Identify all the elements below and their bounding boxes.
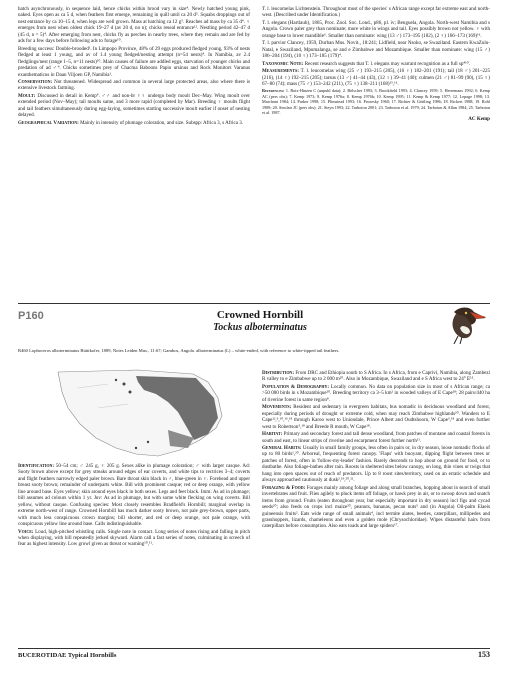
section-text: Loud, high-pitched whistling calls. Single note in contact. Long series of notes rising and falling in pitch when displaying, with bill repeatedly jerked skyward. Alarm call a fast series of notes, culminating in screech of fear as highest intensity. Low growl given as threat or warning¹⁰,¹¹. xyxy=(18,528,250,548)
section-text: Mainly in intensity of plumage coloration, and size. Subspp: Africa 3, s Africa 3. xyxy=(80,119,244,126)
left-column-top xyxy=(18,6,250,127)
author-credit: AC Kemp xyxy=(468,116,490,123)
section-taxonomic-note xyxy=(262,61,490,67)
section-text: 1. Boix-Hinzen C (unpubl data); 2. Bölscher 1993; 3. Brookfield 1993; 4. Clancey 1959; 5. Herremans 1992; 6. Kemp AC (pers obs); 7. Kemp 1973; 8. Kemp 1976a; 8. Kemp 1976b; 10. Kemp 1995; 11. Kemp & Kemp 1977; 12. Lepage 1998; 13. Marchant 1984; 14. Parker 1998; 15. Plimstead 1993; 16. Prozesky 1960; 17. Richter & Göttling 1986; 18. Rickert 1988; 19. Rohl 1989; 20. Sinclair JC (pers obs); 21. Steyn 1993; 22. Tarboton 2001; 23. Tarboton et al. 1979; 24. Tarboton & Allan 1984; 25. Tarboton et al. 1987. xyxy=(262,88,490,116)
section-divider xyxy=(18,303,490,304)
species-common-name: Crowned Hornbill xyxy=(216,309,304,321)
section-heading: References: xyxy=(262,88,285,94)
section-text: Locally common. No data on population size in most of s African range; ca >50 000 birds in s Mozambique¹⁰. Breeding territory ca 3–5 km² in wooded valleys of E Cape¹⁸; 28 pairs/440 ha of riverine forest in same region⁸. xyxy=(262,383,491,403)
section-heading: General Habits: xyxy=(262,444,302,451)
section-text: Discussed in detail in Kemp⁴. ♂♂ and non-br ♀♀ undergo body moult Dec–May. Wing moult over extended period (Nov–May); tail moults same, and 3 more rapid (completed by Mar). Breeding ♀ moults flight and tail feathers simultaneously during egg-laying, sometimes starting successive moult earlier if onset of nesting delayed. xyxy=(18,92,250,119)
right-column-top xyxy=(262,6,490,124)
page-footer xyxy=(18,650,490,662)
section-population xyxy=(262,384,490,403)
paragraph: Breeding success: Double-brooded¹. In Limpopo Province, 48% of 29 eggs produced fledged young, 93% of nests fledged at least 1 young, and av of 1.4 young fledged/nesting attempt (n=54 nests)⁴. In Namibia, av 2.4 fledglings/nest (range 1–5, n=11 nests)¹⁰. Main causes of failure are addled eggs, starvation of younger chicks and predation of ad ♂⁴. Chicks sometimes prey of Chacma Baboons Papio ursinus and Rock Monitors Varanus exanthematicus in Daan Viljoen GP, Namibia¹. xyxy=(18,45,250,78)
section-heading: Voice: xyxy=(18,528,34,535)
section-heading: Foraging & Food: xyxy=(262,484,306,491)
section-text: Resident and sedentary in evergreen habitats, bus nomadic in deciduous woodland and forest, especially during periods of drought or extreme cold, when may reach Zimbabwe highlands²⁰. Wanders to E Cape¹²,⁶,¹⁰,¹⁶,¹⁸ through Karoo west to Uniondale, Prince Albert and Oudtshoorn, W Cape⁵,¹⁸ and even further west to Robertson⁵,¹⁸ and Breede R mouth, W Cape¹⁸. xyxy=(262,404,490,430)
section-heading: Conservation: xyxy=(18,78,53,85)
section-text: Recent research suggests that T. l. elegans may warrant recognition as a full sp⁴¹⁰. xyxy=(304,60,470,67)
section-heading: Geographical Variation: xyxy=(18,119,79,126)
section-text: Not threatened. Widespread and common in several large protected areas, also where there is extensive livestock farming. xyxy=(18,78,251,92)
left-column-bottom xyxy=(18,463,250,549)
hornbill-illustration xyxy=(446,304,488,344)
section-foraging xyxy=(262,485,490,530)
species-scientific-name: Tockus alboterminatus xyxy=(213,322,307,333)
section-text: Primary and secondary forest and tall dense woodland, from patches of montane and coastal forests in south and east, to linear strips of riverine and escarpment forest further north¹¹. xyxy=(262,431,490,444)
section-references xyxy=(262,88,490,115)
section-heading: Distribution: xyxy=(262,370,295,376)
right-column-bottom xyxy=(262,370,490,531)
section-text: From DRC and Ethiopia south to S Africa. In s Africa, from e Caprivi, Namibia, along Zambezi R valley to e Zimbabwe up to 2 000 m²⁰. Also in Mozambique, Swaziland and e S Africa west to 24° E¹⁵. xyxy=(262,370,490,383)
species-code: P160 xyxy=(18,310,44,322)
section-conservation xyxy=(18,79,250,92)
section-text: T. l. leucomelas wing (25 ♂) 193–215 (205), (16 ♀) 182–201 (191); tail (18 ♂) 201–225 (216), (14 ♀) 192–215 (205); tarsus (13 ♂) 41–44 (43), (12 ♀) 39–41 (40); culmen (21 ♂) 81–99 (90), (15 ♀) 67–80 (74); mass (75 ♂) 153–242 (211), (75 ♀) 138–211 (168)¹⁵,¹⁶. xyxy=(262,68,491,87)
section-heading: Population & Demography: xyxy=(262,383,330,390)
paragraph: hatch asynchronously, in sequence laid, hence chicks within brood vary in size⁴. Newly hatched young pink, naked. Eyes open as ca 5 d, when feathers first emerge, remaining in quill until ca 20 d⁵. Squabs droppings out of nest entrance by ca 10–15 d, when legs are well grown. Mass at hatching ca 12 g⁵. Reaches ad mass by ca 35 d⁴. ♀ emerges from nest when oldest chick 19–27 d (av 20 d, no n); chicks reseal entrance¹². Nestling period 42–47 d (45 d, n = 5)⁴. After emerging from nest, chicks fly as perches in nearby trees, where they remain and are fed by ads for a few days before following ads to forage¹⁰. xyxy=(18,6,250,45)
subspecies-paragraph: T. l. leucomelas Lichtenstein. Throughout most of the species' s African range except far extreme east and north-west. (Described under Identification.) xyxy=(262,6,490,19)
section-text: 50–54 cm; ♂ 245 g, ♀ 205 g. Sexes alike in plumage coloration; ♂ with larger casque. Ad: Sooty brown above except for grey streaks around edges of ear coverts, and white tips to rectrices 3–4; coverts and flight feathers narrowly edged paler brown. Bare throat skin black in ♂, blue-green in ♀. Forehead and upper breast sooty brown; remainder of underparts white. Bill with prominent casque; red or deep orange, with yellow line around base. Eyes yellow; skin around eyes black in both sexes. Legs and feet black. Imm: As ad in plumage; bill assumes ad colours within 1 yr. Juv: As ad in plumage, but with some white flecking on wing coverts. Bill yellow, without casque. Confusing species: Most closely resembles Bradfield's Hornbill; marginal overlap in extreme north-west of range. Crowned Hornbill has much darker sooty brown, not pale grey-brown, upper parts, with much less conspicuous crown margins; bill shorter, and red or deep orange, not pale orange, with conspicuous yellow line around base. Calls indistinguishable. xyxy=(18,463,251,528)
subspecies-paragraph: T. l. elegans (Hartlaub), 1865, Proc. Zool. Soc. Lond., p86, pl. iv; Benguela, Angola. North-west Namibia and s Angola. Crown paler grey than nominate; more white in wings and tail. Eyes possibly brown not yellow. ♀ with orange base to lower mandible⁶. Smaller than nominate: wing (13 ♂) 173–195 (182), (2 ♀) 166–173 (169)¹⁶. xyxy=(262,19,490,39)
section-heading: Moult: xyxy=(18,92,36,99)
section-text: Usually in small family groups, less often in pairs or, in dry season, loose nomadic flocks of up to 80 birds¹,²⁰. Arboreal, frequenting forest canopy. 'Flaps' with buoyant, dipping flight between trees or patches of forest, often in 'follow-my-leader' fashion. Rarely descends to hop about on ground for food, or to dustbathe. Also foliage-bathes after rain. Roosts in sheltered sites below canopy, on long, thin vines or twigs that hang into open spaces out of reach of predators. Up to 8 roost sites/territory, used on an erratic schedule and always approached cautiously at dusk²,¹⁹,²⁰,²¹. xyxy=(262,444,490,484)
section-heading: Taxonomic Note: xyxy=(262,60,304,67)
map-graphic xyxy=(18,368,250,460)
section-text: Forages mainly among foliage and along small branches, hopping about in search of small invertebrates and fruit. Flies agilely to pluck items off foliage, or hawk prey in air, or to swoop down and snatch items from ground. Fruits (eaten throughout year, but especially important in dry season) incl figs and cycad seeds²⁰; also feeds on crops incl maize²⁰, peanuts, bananas, pecan nuts⁵ and (in Angola) Oil-palm Elaeis guineensis fruits². Eats wide range of small animals⁴, incl termite alates, beetles, caterpillars, millipedes and grasshoppers, lizards, chameleons and even a golden mole (Chrysochloridae). Wipes distasteful hairs from caterpillars before consumption. Also eats toads and large spiders¹⁷. xyxy=(262,484,490,530)
section-geographical-variation xyxy=(18,120,250,126)
section-moult xyxy=(18,93,250,119)
section-identification xyxy=(18,463,250,528)
subspecies-paragraph: T. l. parvior Clancey, 1959, Durban Mus. Novit., 18:241; Lidfield, near Nsoko, se Swaziland. Eastern KwaZulu-Natal, e Swaziland, Mpumalanga, se and e Zimbabwe and Mozambique. Smaller than nominate: wing (15 ♂) 186–204 (194), (10 ♀) 173–185 (179)⁴. xyxy=(262,40,490,60)
section-measurements xyxy=(262,68,490,87)
section-movements xyxy=(262,404,490,430)
page-number: 153 xyxy=(478,650,490,659)
footer-divider xyxy=(18,648,490,649)
species-citation: R460 Lophoceros alboterminatus Büttikofer, 1889, Notes Leiden Mus., 11:67; Gambos, Angola. alboterminatus (L) – white-ended, with reference to white-tipped tail feathers. xyxy=(18,348,340,353)
section-voice xyxy=(18,529,250,548)
section-heading: Measurements: xyxy=(262,68,299,75)
section-heading: Habitat: xyxy=(262,431,283,438)
footer-family-name: BUCEROTIDAE Typical Hornbills xyxy=(18,652,117,659)
section-heading: Identification: xyxy=(18,463,55,469)
section-distribution xyxy=(262,370,490,383)
section-general-habits xyxy=(262,445,490,484)
section-habitat xyxy=(262,431,490,444)
section-heading: Movements: xyxy=(262,404,292,411)
